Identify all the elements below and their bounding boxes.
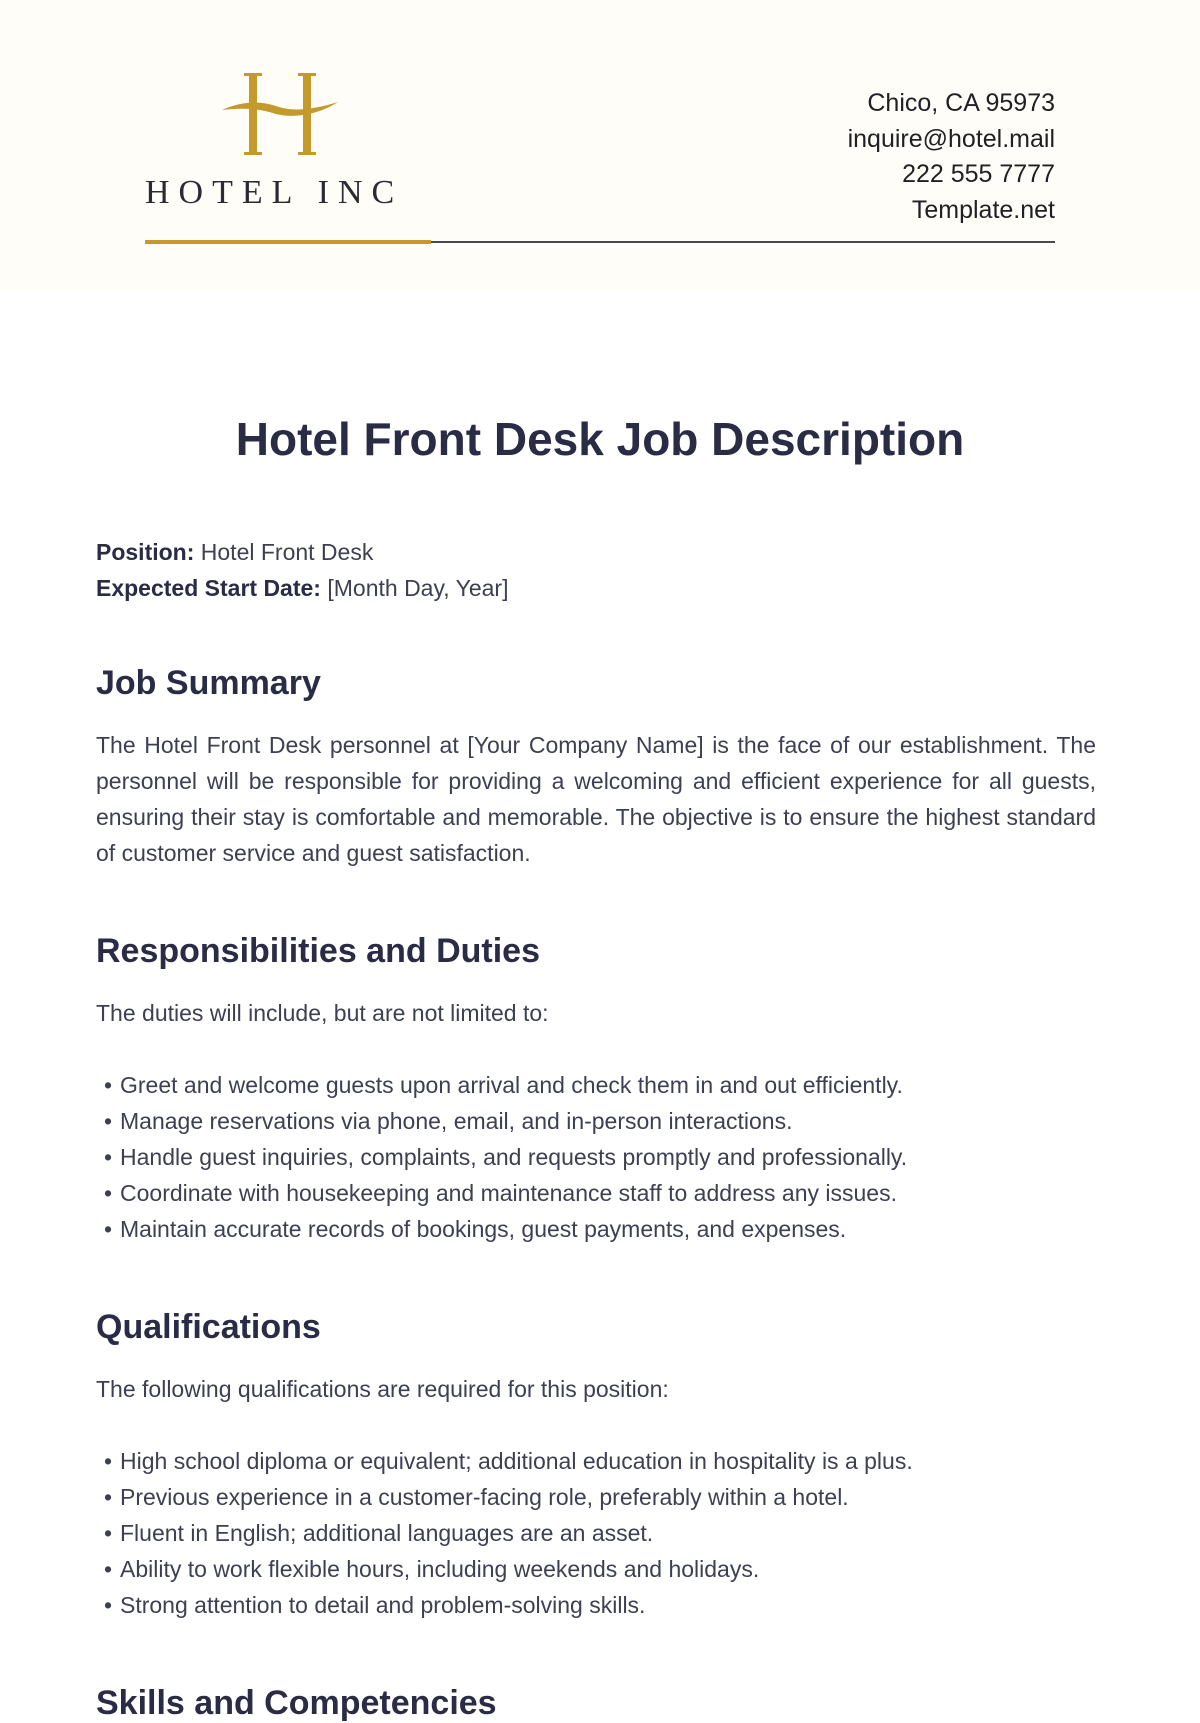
responsibilities-intro: The duties will include, but are not limited to: [96, 1000, 549, 1026]
list-item: • Maintain accurate records of bookings, guest payments, and expenses. [96, 1211, 1096, 1247]
list-item: • Strong attention to detail and problem-solving skills. [96, 1587, 1096, 1623]
position-row [96, 534, 508, 570]
start-date-value: [Month Day, Year] [327, 575, 509, 601]
brand-name: HOTEL INC [145, 174, 404, 211]
contact-phone[interactable]: 222 555 7777 [902, 160, 1055, 188]
qualifications-list [96, 1443, 1096, 1623]
section-heading: Skills and Competencies [96, 1684, 497, 1722]
list-item: • Coordinate with housekeeping and maintenance staff to address any issues. [96, 1175, 1096, 1211]
position-value: Hotel Front Desk [200, 539, 374, 565]
list-item: • Manage reservations via phone, email, and in-person interactions. [96, 1103, 1096, 1139]
logo [145, 70, 425, 220]
qualifications-intro: The following qualifications are required for this position: [96, 1376, 669, 1402]
list-item: • Ability to work flexible hours, including weekends and holidays. [96, 1551, 1096, 1587]
position-meta [96, 534, 508, 606]
job-summary-text: The Hotel Front Desk personnel at [Your Company Name] is the face of our establishment. The personnel will be responsible for providing a welcoming and efficient experience for all guests, ensuring their stay is comfortable and memorable. The objective is to ensure the highest standard of customer service and guest satisfaction. [96, 732, 1096, 866]
responsibilities-list [96, 1067, 1096, 1247]
contact-block [848, 86, 1055, 228]
position-label: Position: [96, 539, 195, 565]
section-responsibilities [96, 932, 1096, 1247]
start-date-row [96, 570, 508, 606]
header-rule-accent [145, 240, 431, 244]
start-date-label: Expected Start Date: [96, 575, 321, 601]
section-skills [96, 1684, 1096, 1723]
section-job-summary [96, 664, 1096, 871]
list-item: • Greet and welcome guests upon arrival and check them in and out efficiently. [96, 1067, 1096, 1103]
list-item: • Handle guest inquiries, complaints, and requests promptly and professionally. [96, 1139, 1096, 1175]
section-heading: Qualifications [96, 1308, 321, 1346]
header [0, 0, 1200, 290]
list-item: • Previous experience in a customer-facing role, preferably within a hotel. [96, 1479, 1096, 1515]
header-rule [431, 241, 1055, 243]
section-heading: Job Summary [96, 664, 321, 702]
contact-email[interactable]: inquire@hotel.mail [847, 124, 1055, 153]
list-item: • Fluent in English; additional languages are an asset. [96, 1515, 1096, 1551]
list-item: • High school diploma or equivalent; additional education in hospitality is a plus. [96, 1443, 1096, 1479]
contact-address: Chico, CA 95973 [867, 89, 1055, 117]
section-heading: Responsibilities and Duties [96, 932, 540, 970]
section-qualifications [96, 1308, 1096, 1623]
h-monogram-icon [220, 70, 340, 158]
contact-website[interactable]: Template.net [911, 195, 1055, 224]
page-title: Hotel Front Desk Job Description [235, 413, 965, 465]
